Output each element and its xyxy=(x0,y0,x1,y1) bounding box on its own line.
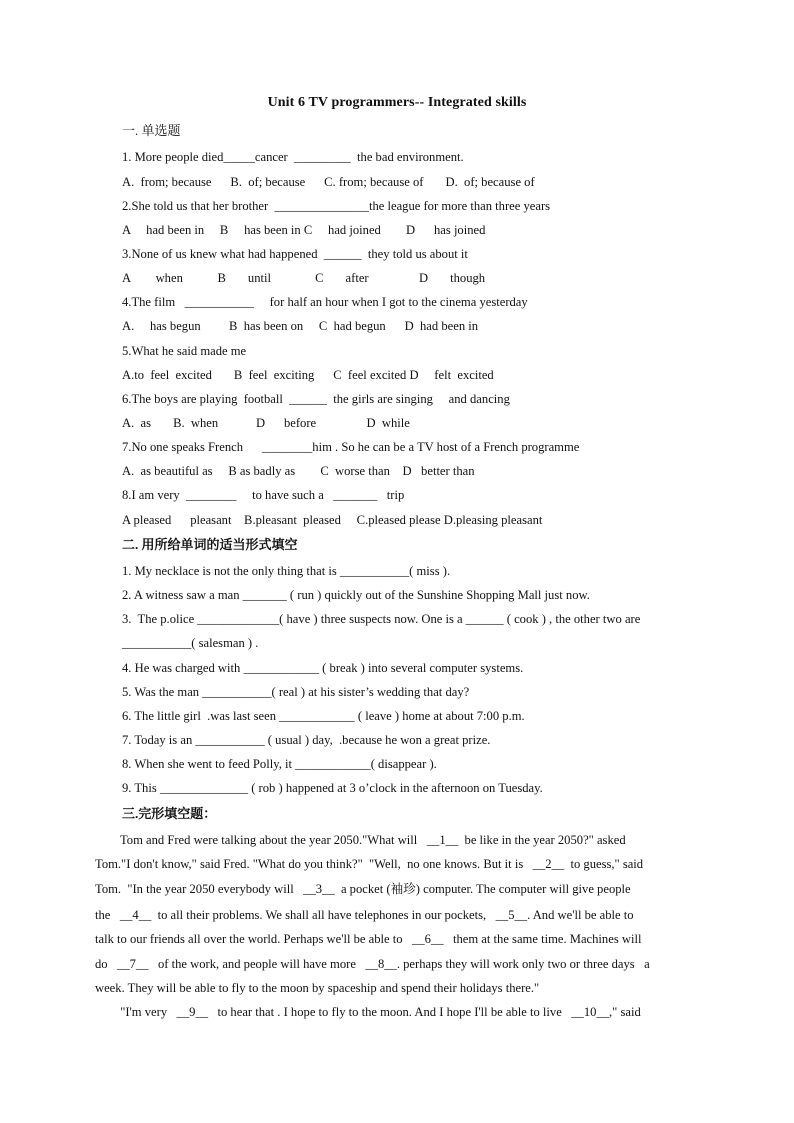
question-line: 6.The boys are playing football ______ the girls are singing and dancing xyxy=(122,392,510,406)
question-line: 7.No one speaks French ________him . So he can be a TV host of a French programme xyxy=(122,440,580,454)
cloze-passage-line: talk to our friends all over the world. Perhaps we'll be able to __6__ them at the same time. Machines will xyxy=(95,932,642,946)
question-line: 4. He was charged with ____________ ( break ) into several computer systems. xyxy=(122,661,524,675)
cloze-passage-line: Tom. "In the year 2050 everybody will __3__ a pocket (袖珍) computer. The computer will give people xyxy=(95,882,631,896)
page-title: Unit 6 TV programmers-- Integrated skills xyxy=(267,95,527,110)
question-line: 9. This ______________ ( rob ) happened at 3 o’clock in the afternoon on Tuesday. xyxy=(122,781,543,795)
cloze-passage-line: Tom."I don't know," said Fred. "What do you think?" "Well, no one knows. But it is __2__ to guess," said xyxy=(95,857,644,871)
cloze-passage-line: "I'm very __9__ to hear that . I hope to fly to the moon. And I hope I'll be able to live __10__," said xyxy=(95,1005,641,1019)
question-line: 5.What he said made me xyxy=(122,344,247,358)
option-line: A. from; because B. of; because C. from; because of D. of; because of xyxy=(122,175,535,189)
option-line: A. as B. when D before D while xyxy=(122,416,410,430)
question-line: 4.The film ___________ for half an hour when I got to the cinema yesterday xyxy=(122,295,528,309)
section-heading-choice: 一. 单选题 xyxy=(122,123,181,138)
question-line: 3. The p.olice _____________( have ) three suspects now. One is a ______ ( cook ) , the other two are xyxy=(122,612,641,626)
question-line: 1. More people died_____cancer _________ the bad environment. xyxy=(122,150,464,164)
question-line: 8. When she went to feed Polly, it ____________( disappear ). xyxy=(122,757,437,771)
section-heading-fill-in: 二. 用所给单词的适当形式填空 xyxy=(122,537,298,552)
option-line: A pleased pleasant B.pleasant pleased C.pleased please D.pleasing pleasant xyxy=(122,513,543,527)
option-line: A had been in B has been in C had joined D has joined xyxy=(122,223,486,237)
question-line: 2. A witness saw a man _______ ( run ) quickly out of the Sunshine Shopping Mall just now. xyxy=(122,588,590,602)
question-line: 1. My necklace is not the only thing that is ___________( miss ). xyxy=(122,564,451,578)
cloze-passage-line: Tom and Fred were talking about the year 2050."What will __1__ be like in the year 2050?" asked xyxy=(95,833,626,847)
option-line: A. as beautiful as B as badly as C worse than D better than xyxy=(122,464,475,478)
question-line: 2.She told us that her brother _______________the league for more than three years xyxy=(122,199,551,213)
option-line: A. has begun B has been on C had begun D had been in xyxy=(122,319,479,333)
question-line: 8.I am very ________ to have such a _______ trip xyxy=(122,488,405,502)
question-line: 3.None of us knew what had happened ______ they told us about it xyxy=(122,247,468,261)
cloze-passage-line: the __4__ to all their problems. We shall all have telephones in our pockets, __5__. And we'll be able to xyxy=(95,908,634,922)
question-line: ___________( salesman ) . xyxy=(122,636,259,650)
option-line: A when B until C after D though xyxy=(122,271,486,285)
question-line: 6. The little girl .was last seen ____________ ( leave ) home at about 7:00 p.m. xyxy=(122,709,525,723)
question-line: 7. Today is an ___________ ( usual ) day, .because he won a great prize. xyxy=(122,733,491,747)
option-line: A.to feel excited B feel exciting C feel excited D felt excited xyxy=(122,368,494,382)
section-heading-cloze: 三.完形填空题： xyxy=(122,806,217,821)
question-line: 5. Was the man ___________( real ) at his sister’s wedding that day? xyxy=(122,685,470,699)
cloze-passage-line: week. They will be able to fly to the moon by spaceship and spend their holidays there." xyxy=(95,981,540,995)
cloze-passage-line: do __7__ of the work, and people will have more __8__. perhaps they will work only two or three days a xyxy=(95,957,650,971)
